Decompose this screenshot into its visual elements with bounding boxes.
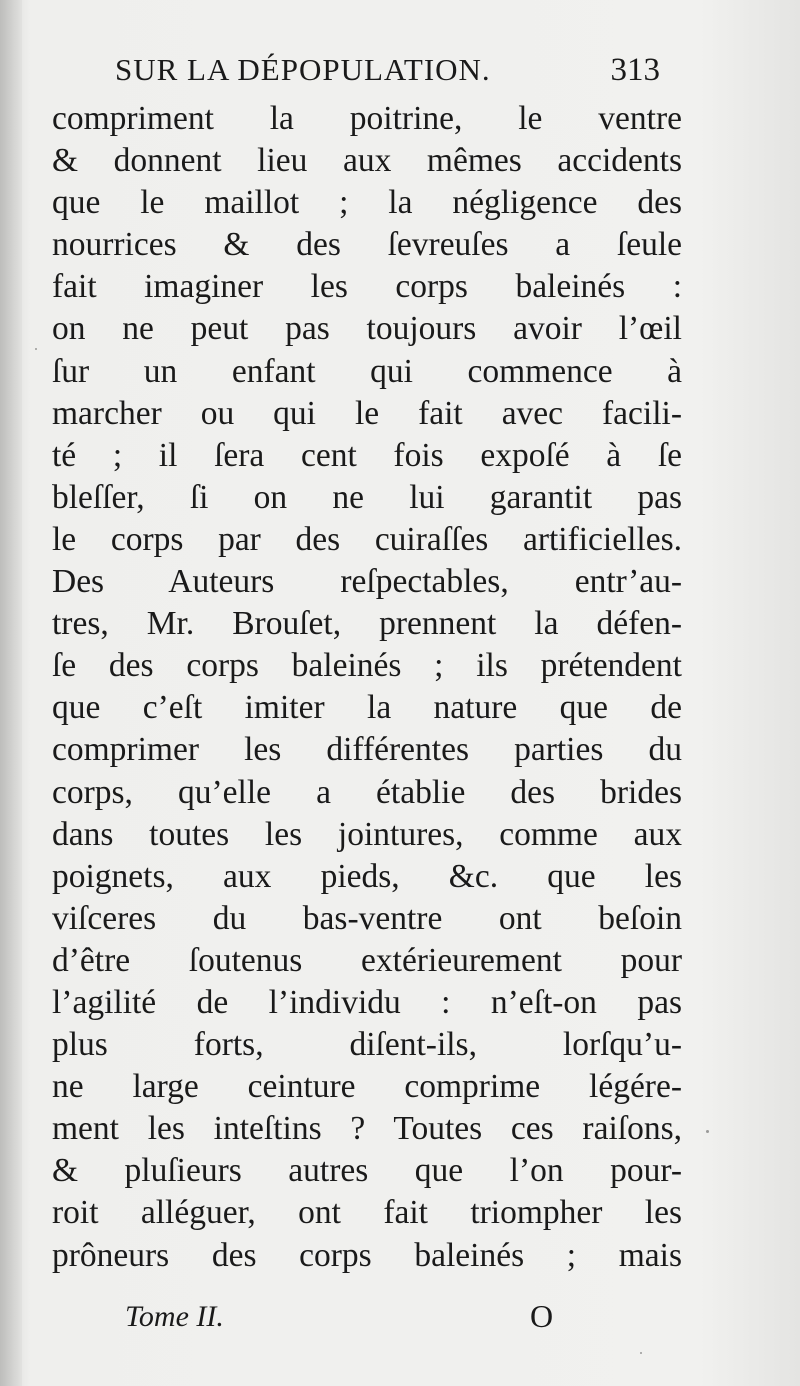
body-text — [52, 98, 682, 1277]
signature-mark: Tome II. — [125, 1300, 224, 1333]
text-line: prôneurs des corps baleinés ; mais — [52, 1236, 682, 1274]
text-line: compriment la poitrine, le ventre — [52, 100, 682, 137]
page-number: 313 — [610, 52, 660, 88]
text-line: nourrices & des ſevreuſes a ſeule — [52, 226, 682, 264]
text-line: l’agilité de l’individu : n’eſt-on pas — [52, 983, 682, 1021]
text-line: ment les inteſtins ? Toutes ces raiſons, — [52, 1110, 682, 1148]
text-line: d’être ſoutenus extérieurement pour — [52, 941, 682, 979]
paper-speck — [35, 348, 37, 350]
text-line: viſceres du bas-ventre ont beſoin — [52, 899, 682, 937]
text-line: tres, Mr. Brouſet, prennent la défen- — [52, 605, 682, 643]
text-line: ne large ceinture comprime légére- — [52, 1068, 682, 1106]
catchword: O — [530, 1298, 554, 1334]
text-line: roit alléguer, ont fait triompher les — [52, 1194, 682, 1232]
text-line: té ; il ſera cent fois expoſé à ſe — [52, 436, 682, 474]
running-head — [115, 52, 660, 92]
text-line: ſur un enfant qui commence à — [52, 352, 682, 390]
text-line: corps, qu’elle a établie des brides — [52, 773, 682, 811]
text-line: poignets, aux pieds, &c. que les — [52, 857, 682, 895]
text-line: plus forts, diſent-ils, lorſqu’u- — [52, 1026, 682, 1064]
text-line: & donnent lieu aux mêmes accidents — [52, 142, 682, 180]
text-line: comprimer les différentes parties du — [52, 731, 682, 769]
text-line: que le maillot ; la négligence des — [52, 184, 682, 222]
binding-gutter — [0, 0, 22, 1386]
text-line: que c’eſt imiter la nature que de — [52, 689, 682, 727]
text-line: bleſſer, ſi on ne lui garantit pas — [52, 478, 682, 516]
text-line: ſe des corps baleinés ; ils prétendent — [52, 647, 682, 685]
text-line: le corps par des cuiraſſes artificielles. — [52, 520, 682, 558]
text-line: & pluſieurs autres que l’on pour- — [52, 1152, 682, 1190]
text-line: dans toutes les jointures, comme aux — [52, 815, 682, 853]
paper-speck — [706, 1130, 709, 1133]
text-line: fait imaginer les corps baleinés : — [52, 268, 682, 306]
text-line: marcher ou qui le fait avec facili- — [52, 394, 682, 432]
text-line: on ne peut pas toujours avoir l’œil — [52, 310, 682, 348]
paper-speck — [640, 1352, 642, 1354]
text-line: Des Auteurs reſpectables, entr’au- — [52, 563, 682, 601]
running-head-title: SUR LA DÉPOPULATION. — [115, 52, 491, 87]
